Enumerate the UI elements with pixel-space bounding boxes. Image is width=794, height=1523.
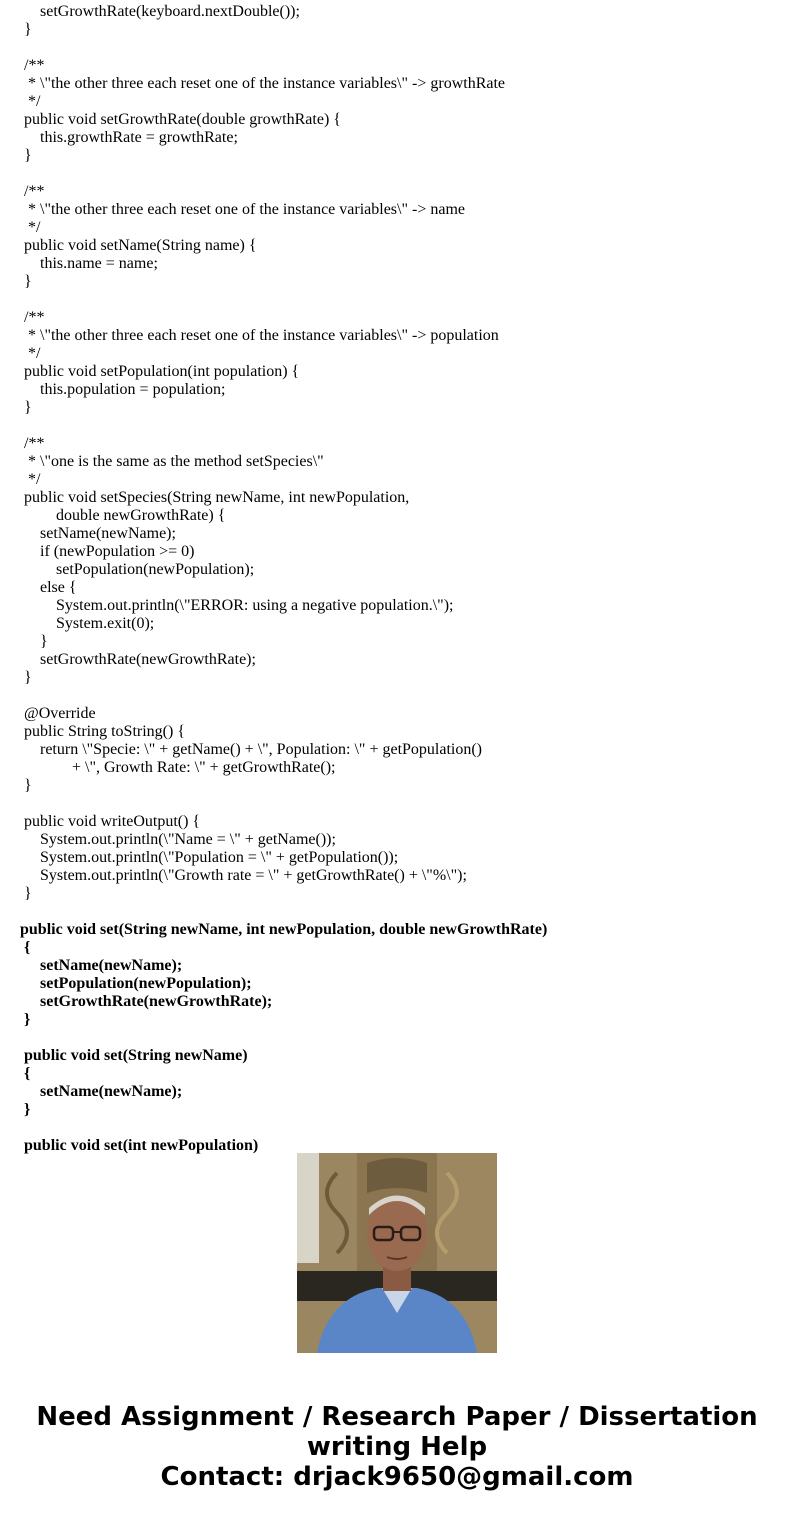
promo-banner — [0, 1402, 794, 1492]
code-line: } — [24, 1011, 31, 1028]
code-line: public void set(int newPopulation) — [24, 1137, 259, 1154]
code-line: { — [24, 939, 31, 956]
code-line: setName(newName); — [24, 525, 176, 542]
code-line: } — [24, 633, 48, 650]
code-line: public void setGrowthRate(double growthRate) { — [24, 111, 341, 128]
code-line: this.growthRate = growthRate; — [24, 129, 238, 146]
code-line: } — [24, 1101, 31, 1118]
code-line: public String toString() { — [24, 723, 186, 740]
code-line: setGrowthRate(keyboard.nextDouble()); — [24, 3, 300, 20]
code-line: */ — [24, 93, 41, 110]
code-line: } — [24, 21, 32, 38]
code-line: public void setPopulation(int population) { — [24, 363, 300, 380]
person-portrait-icon — [297, 1153, 497, 1353]
code-line: System.out.println(\"Growth rate = \" + getGrowthRate() + \"%\"); — [24, 867, 467, 884]
code-line: * \"the other three each reset one of the instance variables\" -> growthRate — [24, 75, 506, 92]
code-line: } — [24, 777, 32, 794]
promo-line-1: Need Assignment / Research Paper / Dissertation — [36, 1402, 758, 1432]
code-line: } — [24, 399, 32, 416]
code-line: setName(newName); — [24, 957, 183, 974]
code-line: System.out.println(\"ERROR: using a negative population.\"); — [24, 597, 454, 614]
author-photo — [297, 1153, 497, 1353]
code-line: public void setName(String name) { — [24, 237, 257, 254]
code-line: { — [24, 1065, 31, 1082]
code-line: */ — [24, 345, 41, 362]
code-line: } — [24, 147, 32, 164]
code-line: else { — [24, 579, 77, 596]
code-line: /** — [24, 183, 45, 200]
code-line: this.name = name; — [24, 255, 158, 272]
code-line: * \"the other three each reset one of the instance variables\" -> population — [24, 327, 499, 344]
code-line: */ — [24, 219, 41, 236]
code-line: } — [24, 885, 32, 902]
code-line: public void set(String newName, int newPopulation, double newGrowthRate) — [20, 921, 548, 938]
code-line: setGrowthRate(newGrowthRate); — [24, 651, 256, 668]
code-line: setName(newName); — [24, 1083, 183, 1100]
promo-line-2: writing Help — [306, 1432, 488, 1462]
code-line: /** — [24, 309, 45, 326]
code-line: /** — [24, 435, 45, 452]
code-line: * \"the other three each reset one of the instance variables\" -> name — [24, 201, 466, 218]
code-line: System.out.println(\"Name = \" + getName()); — [24, 831, 336, 848]
code-line: * \"one is the same as the method setSpecies\" — [24, 453, 324, 470]
code-line: */ — [24, 471, 41, 488]
code-line: double newGrowthRate) { — [24, 507, 226, 524]
code-line: public void setSpecies(String newName, int newPopulation, — [24, 489, 410, 506]
code-line: System.out.println(\"Population = \" + getPopulation()); — [24, 849, 399, 866]
code-line: /** — [24, 57, 45, 74]
code-line: if (newPopulation >= 0) — [24, 543, 195, 560]
code-line: + \", Growth Rate: \" + getGrowthRate(); — [24, 759, 336, 776]
code-line: System.exit(0); — [24, 615, 155, 632]
code-line: return \"Specie: \" + getName() + \", Population: \" + getPopulation() — [24, 741, 482, 758]
code-line: setPopulation(newPopulation); — [24, 561, 255, 578]
code-line: } — [24, 273, 32, 290]
code-line: setPopulation(newPopulation); — [24, 975, 252, 992]
code-line: setGrowthRate(newGrowthRate); — [24, 993, 273, 1010]
code-line: this.population = population; — [24, 381, 226, 398]
code-line: @Override — [24, 705, 96, 722]
promo-line-3: Contact: drjack9650@gmail.com — [160, 1462, 634, 1492]
code-line: public void writeOutput() { — [24, 813, 201, 830]
code-line: public void set(String newName) — [24, 1047, 248, 1064]
code-line: } — [24, 669, 32, 686]
